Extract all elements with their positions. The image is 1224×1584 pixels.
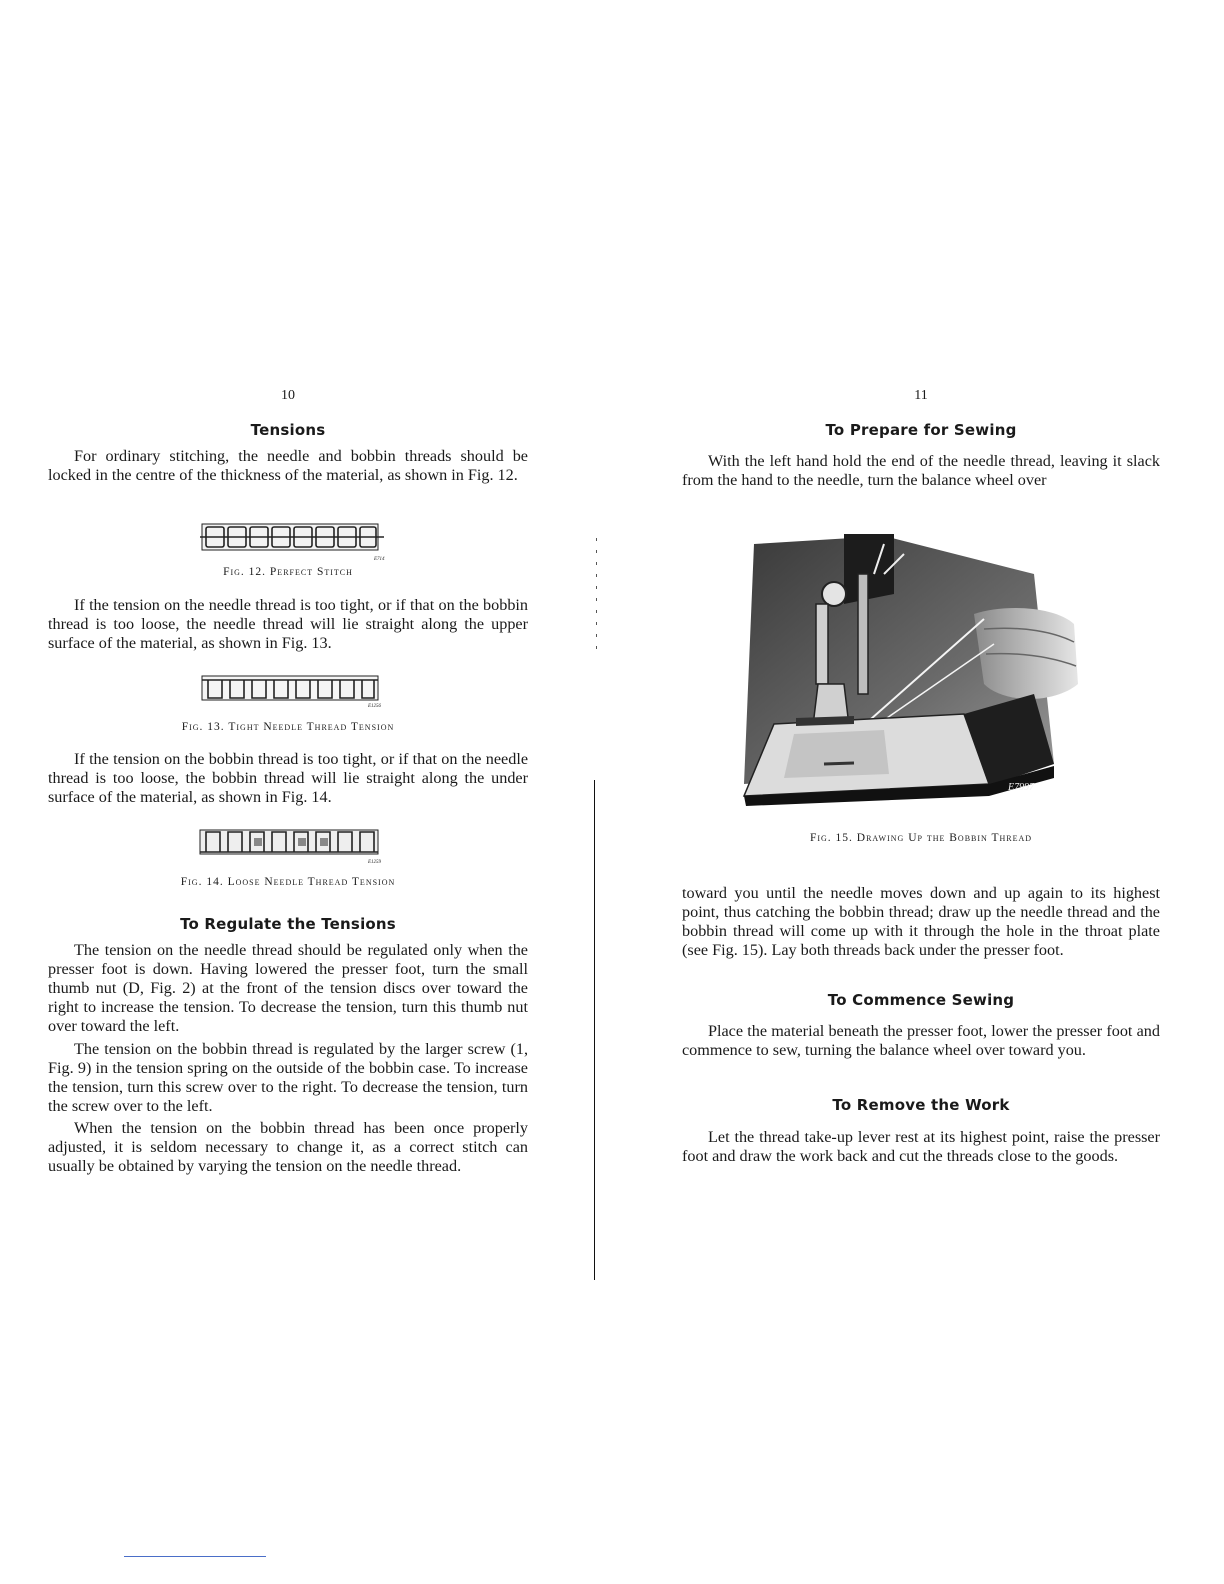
fig-13-caption: Fig. 13. Tight Needle Thread Tension [181,721,395,733]
right-page [682,0,1160,1584]
paragraph-remove-work: Let the thread take-up lever rest at its highest point, raise the presser foot and draw the work back and cut the threads close to the goods. [682,1128,1160,1165]
paragraph-bobbin-tension: The tension on the bobbin thread is regulated by the larger screw (1, Fig. 9) in the tension spring on the outside of the bobbin case. To increase the tension, turn this screw over to the right. To decrease the tension, turn the screw over to the left. [48,1040,528,1115]
fig-15-sewing-machine-photo [734,534,1124,818]
fig-14-code: E1259 [368,860,382,865]
paragraph-prepare-continued: toward you until the needle moves down and up again to its highest point, thus catching the bobbin thread; draw up the needle thread and the bobbin thread will come up with it through the hole in the throat plate (see Fig. 15). Lay both threads back under the presser foot. [682,884,1160,959]
heading-tensions: Tensions [250,421,326,439]
fig-14-loose-needle-illustration [196,824,388,866]
heading-remove-work: To Remove the Work [832,1096,1010,1114]
paragraph-adjustment-note: When the tension on the bobbin thread has been once properly adjusted, it is seldom necessary to change it, as a correct stitch can usually be obtained by varying the tension on the needle thread. [48,1119,528,1175]
heading-regulate-tensions: To Regulate the Tensions [180,915,396,933]
page-number-left: 10 [281,388,295,403]
fig-13-code: E1256 [368,704,382,709]
fig-14-caption: Fig. 14. Loose Needle Thread Tension [180,876,396,888]
paragraph-tensions-intro: For ordinary stitching, the needle and bobbin threads should be locked in the centre of the thickness of the material, as shown in Fig. 12. [48,447,528,484]
paragraph-tight-needle: If the tension on the needle thread is too tight, or if that on the bobbin thread is too loose, the needle thread will lie straight along the upper surface of the material, as shown in Fig. 13. [48,596,528,652]
heading-commence-sewing: To Commence Sewing [827,991,1015,1009]
fig-12-code: E714 [374,557,385,562]
paragraph-tight-bobbin: If the tension on the bobbin thread is too tight, or if that on the needle thread is too loose, the bobbin thread will lie straight along the under surface of the material, as shown in Fig. 14. [48,750,528,806]
left-page [48,0,528,1584]
fig-15-code: E7997 [1008,782,1035,793]
footnote-rule [124,1556,266,1557]
page-number-right: 11 [914,388,928,403]
gutter-speckles [596,538,597,658]
gutter-line [594,780,595,1280]
paragraph-prepare-start: With the left hand hold the end of the needle thread, leaving it slack from the hand to the needle, turn the balance wheel over [682,452,1160,489]
paragraph-needle-tension: The tension on the needle thread should be regulated only when the presser foot is down. Having lowered the presser foot, turn the small thumb nut (D, Fig. 2) at the front of the tension discs over toward the right to increase the tension. To decrease the tension, turn this thumb nut over toward the left. [48,941,528,1035]
heading-prepare-sewing: To Prepare for Sewing [825,421,1017,439]
paragraph-commence-sewing: Place the material beneath the presser foot, lower the presser foot and commence to sew, turning the balance wheel over toward you. [682,1022,1160,1059]
fig-12-caption: Fig. 12. Perfect Stitch [223,566,353,578]
fig-12-perfect-stitch-illustration [198,518,388,564]
fig-15-caption: Fig. 15. Drawing Up the Bobbin Thread [809,832,1033,844]
fig-13-tight-needle-illustration [198,670,388,710]
